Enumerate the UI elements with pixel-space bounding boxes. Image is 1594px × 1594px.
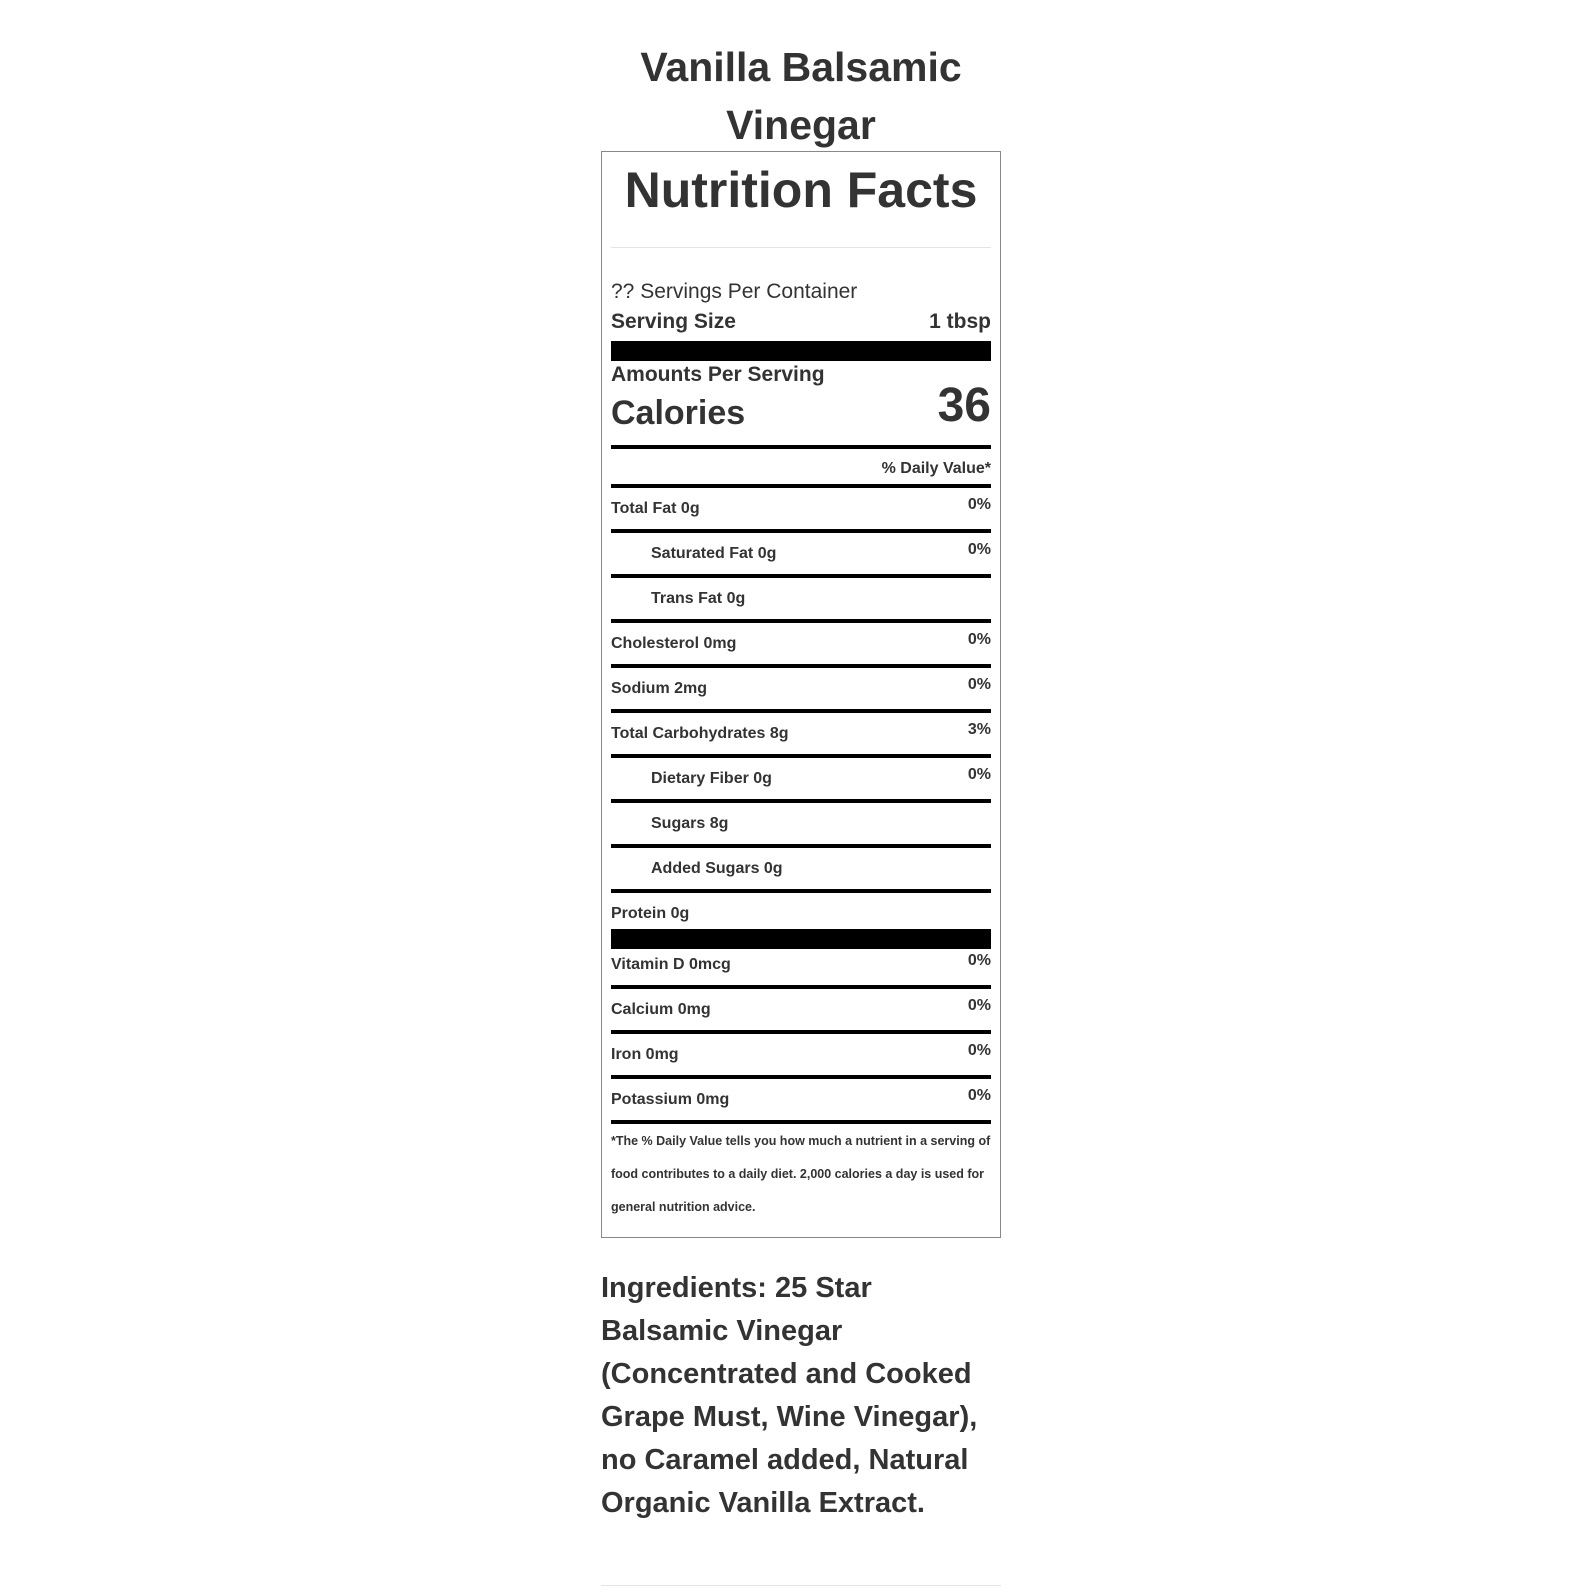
nutrient-name: Iron 0mg <box>611 1046 679 1063</box>
nutrient-name: Trans Fat 0g <box>651 590 746 607</box>
nutrient-name: Vitamin D 0mcg <box>611 956 731 973</box>
serving-size-row <box>611 309 991 335</box>
divider <box>611 985 991 989</box>
nutrient-percent: 3% <box>967 721 991 738</box>
nutrient-name: Total Carbohydrates 8g <box>611 725 789 742</box>
nutrient-name: Potassium 0mg <box>611 1091 730 1108</box>
thick-divider <box>611 341 991 361</box>
nutrient-name: Total Fat 0g <box>611 500 700 517</box>
divider <box>611 619 991 623</box>
nutrient-percent: 0% <box>967 997 991 1014</box>
calories-value: 36 <box>937 379 991 432</box>
thick-divider <box>611 929 991 949</box>
nutrient-name: Sugars 8g <box>651 815 729 832</box>
divider <box>611 529 991 533</box>
nutrient-percent: 0% <box>967 1042 991 1059</box>
nutrient-row-dietary-fiber <box>611 763 991 787</box>
nutrient-percent: 0% <box>967 631 991 648</box>
nutrient-row-calcium <box>611 994 991 1018</box>
nutrient-row-cholesterol <box>611 628 991 652</box>
amounts-per-serving: Amounts Per Serving <box>611 363 825 386</box>
servings-per-container: ?? Servings Per Container <box>611 280 858 303</box>
product-title: Vanilla Balsamic Vinegar <box>640 44 962 148</box>
nutrient-row-iron <box>611 1039 991 1063</box>
nutrition-label <box>601 151 1001 1238</box>
divider <box>611 445 991 449</box>
nutrient-row-sodium <box>611 673 991 697</box>
divider <box>611 664 991 668</box>
nutrient-percent: 0% <box>967 541 991 558</box>
divider <box>611 247 991 248</box>
nutrient-row-added-sugars <box>611 853 991 877</box>
nutrient-name: Cholesterol 0mg <box>611 635 737 652</box>
nutrient-percent: 0% <box>967 676 991 693</box>
nutrient-name: Dietary Fiber 0g <box>651 770 772 787</box>
divider <box>611 574 991 578</box>
divider <box>611 1030 991 1034</box>
nutrient-name: Added Sugars 0g <box>651 860 783 877</box>
nutrient-name: Calcium 0mg <box>611 1001 711 1018</box>
nutrient-row-saturated-fat <box>611 538 991 562</box>
serving-size-value: 1 tbsp <box>929 310 991 333</box>
divider <box>611 799 991 803</box>
nutrient-name: Protein 0g <box>611 905 690 922</box>
nutrient-row-potassium <box>611 1084 991 1108</box>
divider <box>611 754 991 758</box>
nutrient-name: Sodium 2mg <box>611 680 708 697</box>
nutrient-percent: 0% <box>967 766 991 783</box>
nutrition-facts-heading: Nutrition Facts <box>624 162 978 218</box>
daily-value-header: % Daily Value* <box>881 460 991 477</box>
divider <box>611 844 991 848</box>
calories-label: Calories <box>611 394 746 432</box>
nutrient-row-sugars <box>611 808 991 832</box>
ingredients-text: Ingredients: 25 Star Balsamic Vinegar (Concentrated and Cooked Grape Must, Wine Vinegar), no Caramel added, Natural Organic Vanilla Extract. <box>601 1272 978 1519</box>
divider <box>611 484 991 488</box>
nutrient-percent: 0% <box>967 952 991 969</box>
nutrient-row-total-fat <box>611 493 991 517</box>
serving-size-label: Serving Size <box>611 310 736 333</box>
daily-value-footnote: *The % Daily Value tells you how much a nutrient in a serving of food contributes to a daily diet. 2,000 calories a day is used for general nutrition advice. <box>611 1134 991 1214</box>
divider <box>611 1075 991 1079</box>
nutrient-row-protein <box>611 898 991 922</box>
nutrient-row-trans-fat <box>611 583 991 607</box>
nutrient-percent: 0% <box>967 496 991 513</box>
nutrient-row-vitamin-d <box>611 949 991 973</box>
divider <box>611 709 991 713</box>
divider <box>611 1120 991 1124</box>
divider <box>601 1585 1001 1586</box>
divider <box>611 889 991 893</box>
nutrient-percent: 0% <box>967 1087 991 1104</box>
nutrient-row-total-carbohydrates <box>611 718 991 742</box>
nutrient-name: Saturated Fat 0g <box>651 545 777 562</box>
